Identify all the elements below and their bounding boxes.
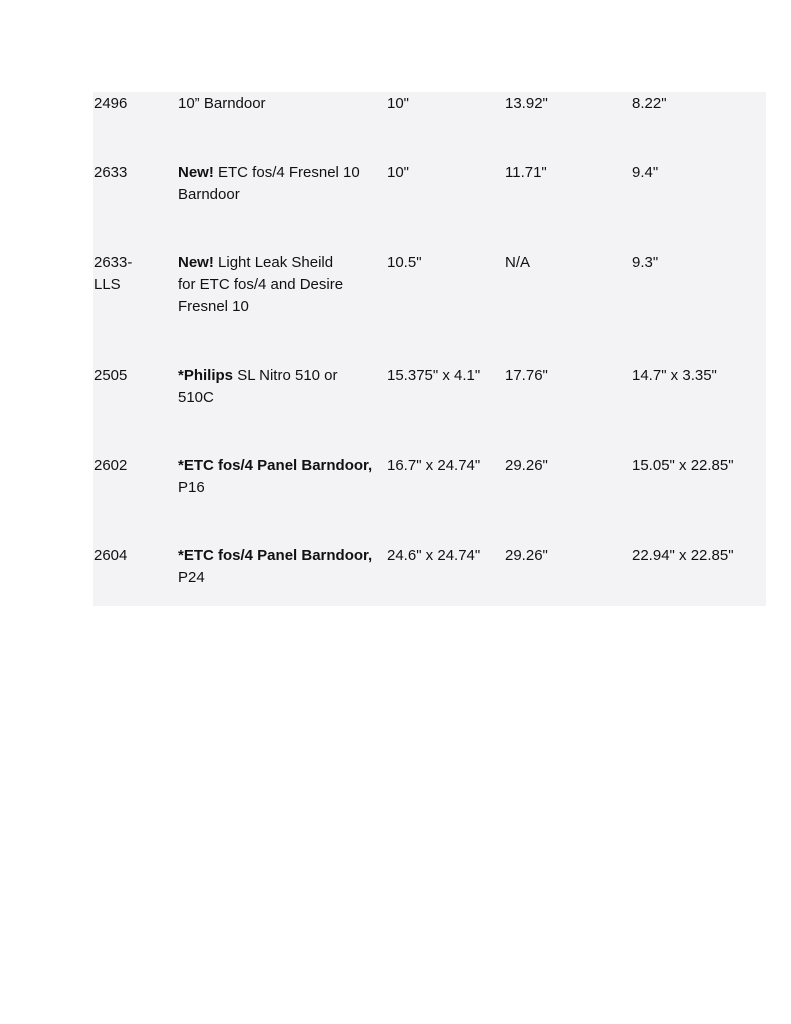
diameter-value: 13.92" <box>505 95 548 112</box>
description-line: P16 <box>178 479 205 496</box>
part-number <box>94 545 164 567</box>
size-value: 10" <box>387 95 410 112</box>
product-table <box>93 92 766 606</box>
brand-prefix: *Philips <box>178 367 234 384</box>
description-line: *ETC fos/4 Panel Barndoor, <box>178 547 373 564</box>
description-line: Fresnel 10 <box>178 298 249 315</box>
new-badge: New! <box>178 254 214 271</box>
description-line <box>178 365 373 387</box>
description <box>178 162 373 206</box>
part-number <box>94 252 164 296</box>
frame-value: 14.7" x 3.35" <box>632 367 717 384</box>
part-number-line: 2604 <box>94 547 128 564</box>
part-number <box>94 365 164 387</box>
size-value: 10.5" <box>387 254 422 271</box>
part-number-line: 2496 <box>94 95 128 112</box>
description <box>178 455 373 499</box>
diameter-value: 29.26" <box>505 457 548 474</box>
frame-value: 15.05" x 22.85" <box>632 457 734 474</box>
description <box>178 252 373 318</box>
frame-value: 8.22" <box>632 95 667 112</box>
part-number-line: 2633- <box>94 254 133 271</box>
diameter-value: N/A <box>505 254 531 271</box>
part-number-line: LLS <box>94 276 121 293</box>
diameter-value: 17.76" <box>505 367 548 384</box>
description-line: 510C <box>178 389 214 406</box>
description-line: *ETC fos/4 Panel Barndoor, <box>178 457 373 474</box>
description-text: SL Nitro 510 or <box>237 367 338 384</box>
part-number <box>94 455 164 477</box>
diameter-value: 11.71" <box>505 164 547 181</box>
description <box>178 93 373 115</box>
frame-value: 9.3" <box>632 254 659 271</box>
description <box>178 365 373 409</box>
description-text: ETC fos/4 Fresnel 10 <box>218 164 360 181</box>
part-number-line: 2505 <box>94 367 128 384</box>
diameter-value: 29.26" <box>505 547 548 564</box>
description-line: for ETC fos/4 and Desire <box>178 276 344 293</box>
description-text: Light Leak Sheild <box>218 254 334 271</box>
description-line <box>178 252 373 274</box>
size-value: 15.375" x 4.1" <box>387 367 481 384</box>
new-badge: New! <box>178 164 214 181</box>
description-line: Barndoor <box>178 186 240 203</box>
part-number-line: 2633 <box>94 164 128 181</box>
part-number-line: 2602 <box>94 457 128 474</box>
size-value: 10" <box>387 164 410 181</box>
frame-value: 9.4" <box>632 164 659 181</box>
size-value: 16.7" x 24.74" <box>387 457 481 474</box>
part-number <box>94 162 164 184</box>
frame-value: 22.94" x 22.85" <box>632 547 734 564</box>
description-line <box>178 162 373 184</box>
size-value: 24.6" x 24.74" <box>387 547 481 564</box>
part-number <box>94 93 164 115</box>
description-line: 10” Barndoor <box>178 95 266 112</box>
description <box>178 545 373 589</box>
description-line: P24 <box>178 569 205 586</box>
